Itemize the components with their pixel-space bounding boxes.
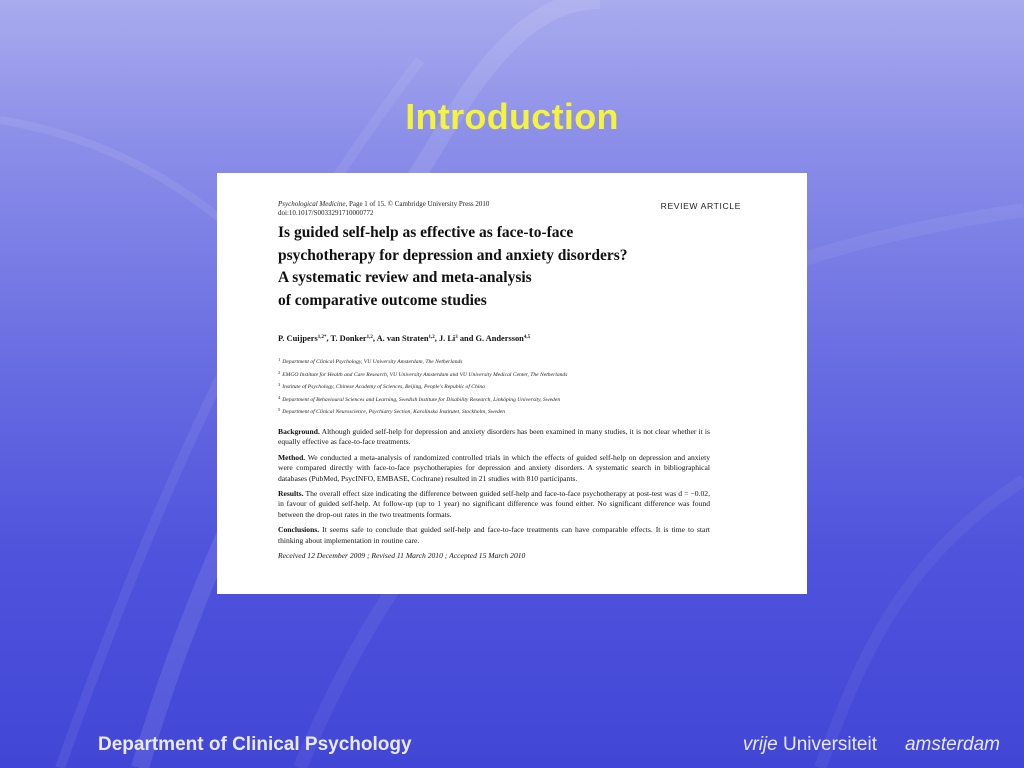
abstract-text: Although guided self-help for depression and anxiety disorders has been examined in many studies, it is not clear whether it is equally effective as face-to-face treatments.	[278, 427, 710, 447]
article-title	[278, 222, 748, 312]
affiliation-text: Department of Behavioural Sciences and Learning, Swedish Institute for Disability Research, Linköping University, Sweden	[282, 396, 561, 403]
article-dates: Received 12 December 2009 ; Revised 11 March 2010 ; Accepted 15 March 2010	[278, 551, 526, 561]
title-line: psychotherapy for depression and anxiety disorders?	[278, 246, 628, 264]
journal-header	[278, 200, 698, 218]
author: , T. Donker	[326, 334, 367, 343]
author: , A. van Straten	[372, 334, 429, 343]
affiliation-text: Department of Clinical Neuroscience, Psychiatry Section, Karolinska Institutet, Stockholm, Sweden	[282, 409, 506, 416]
slide-title: Introduction	[405, 96, 619, 137]
affiliation-number: 3	[278, 382, 281, 388]
footer-department: Department of Clinical Psychology	[98, 734, 412, 755]
author: and G. Andersson	[457, 334, 524, 343]
journal-name: Psychological Medicine	[278, 200, 346, 208]
footer-university-logo	[743, 734, 1000, 756]
affiliation-number: 4	[278, 394, 281, 400]
affiliation-list	[278, 355, 778, 418]
affiliation-number: 1	[278, 357, 281, 362]
affiliation	[278, 355, 778, 368]
author-affiliation-mark: 4,5	[523, 335, 531, 340]
affiliation	[278, 368, 778, 381]
author-affiliation-mark: 1,2	[366, 335, 373, 340]
author: , J. Li	[434, 334, 456, 343]
title-line: of comparative outcome studies	[278, 291, 487, 309]
doi: doi:10.1017/S0033291710000772	[278, 209, 374, 217]
affiliation-text: EMGO Institute for Health and Care Research, VU University Amsterdam and VU University Medical Center, The Netherlands	[282, 371, 568, 378]
logo-vrije: vrije	[742, 734, 778, 755]
abstract	[278, 427, 710, 561]
affiliation-text: Department of Clinical Psychology, VU University Amsterdam, The Netherlands	[282, 359, 463, 365]
affiliation-number: 2	[278, 369, 281, 375]
logo-amsterdam: amsterdam	[904, 734, 1000, 755]
logo-universiteit: Universiteit	[777, 734, 877, 755]
abstract-heading: Results.	[278, 489, 304, 499]
affiliation	[278, 393, 778, 406]
affiliation	[278, 380, 778, 393]
abstract-text: The overall effect size indicating the difference between guided self-help and face-to-face psychotherapy at post-test was d = −0.02, in favour of guided self-help. At follow-up (up to 1 year) no significant difference was found either. No significant difference was found between the drop-out rates in the two treatments formats.	[278, 489, 710, 519]
abstract-heading: Method.	[278, 452, 306, 462]
abstract-text: It seems safe to conclude that guided self-help and face-to-face treatments can have comparable effects. It is time to start thinking about implementation in routine care.	[278, 525, 710, 545]
abstract-results	[278, 489, 710, 520]
author-affiliation-mark: 3	[455, 335, 458, 340]
author-list	[278, 334, 758, 343]
abstract-method	[278, 453, 710, 484]
journal-info: , Page 1 of 15. © Cambridge University Press 2010	[345, 200, 490, 208]
author: P. Cuijpers	[278, 334, 318, 343]
abstract-background	[278, 427, 710, 448]
affiliation-text: Institute of Psychology, Chinese Academy of Sciences, Beijing, People's Republic of China	[282, 384, 485, 391]
title-line: Is guided self-help as effective as face-to-face	[278, 224, 574, 241]
abstract-heading: Conclusions.	[278, 525, 320, 535]
title-line: A systematic review and meta-analysis	[278, 269, 532, 286]
author-affiliation-mark: 1,2*	[317, 335, 327, 340]
article-image	[217, 173, 807, 594]
author-affiliation-mark: 1,2	[428, 335, 435, 340]
abstract-heading: Background.	[278, 427, 320, 436]
abstract-conclusions	[278, 525, 710, 546]
section-label: REVIEW ARTICLE	[660, 201, 741, 211]
affiliation	[278, 405, 778, 418]
affiliation-number: 5	[278, 407, 281, 413]
abstract-text: We conducted a meta-analysis of randomized controlled trials in which the effects of guided self-help on depression and anxiety were compared directly with face-to-face psychotherapies for depression and anxiety disorders. A systematic search in bibliographical databases (PubMed, PsycINFO, EMBASE, Cochrane) resulted in 21 studies with 810 participants.	[278, 452, 710, 483]
